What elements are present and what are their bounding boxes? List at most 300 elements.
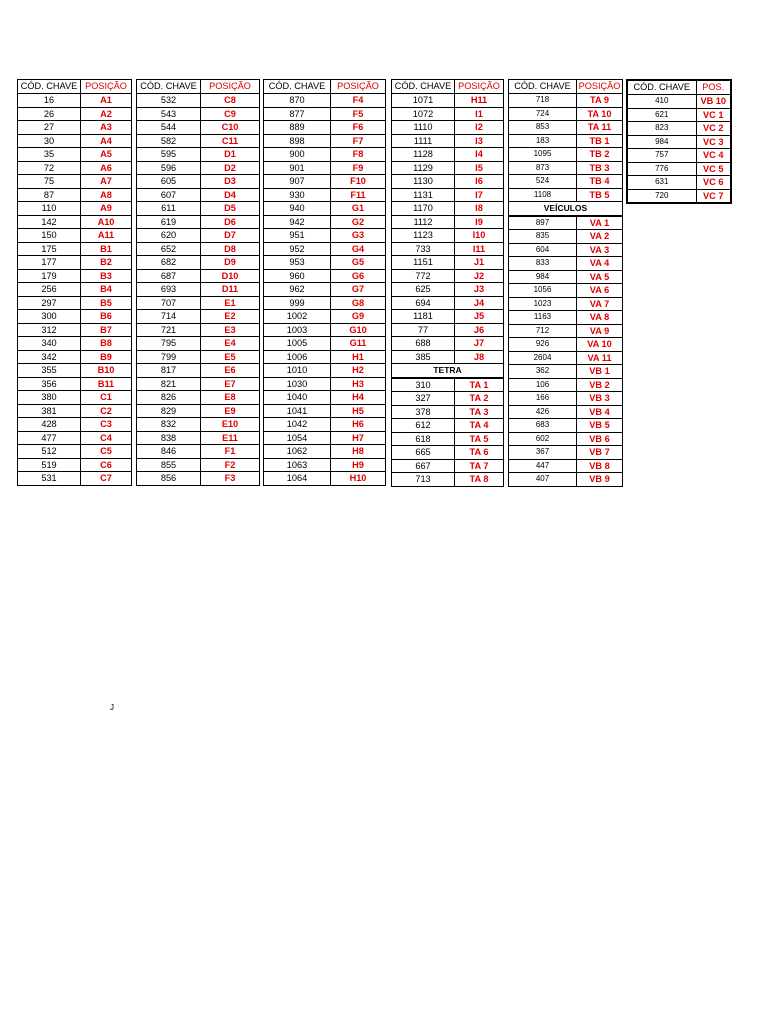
position-cell: G9: [331, 310, 386, 324]
table-row: [137, 296, 260, 310]
section-label-veiculos: VEÍCULOS: [509, 202, 623, 216]
table-row: [509, 270, 623, 284]
position-cell: C11: [201, 134, 260, 148]
position-cell: VA 11: [577, 351, 623, 365]
table-row: [392, 473, 504, 487]
position-cell: B10: [81, 364, 132, 378]
table-row: [392, 310, 504, 324]
position-cell: TA 3: [455, 405, 504, 419]
key-table-5: [508, 79, 623, 487]
position-cell: D4: [201, 188, 260, 202]
position-cell: F10: [331, 175, 386, 189]
table-row: [264, 337, 386, 351]
position-cell: D2: [201, 161, 260, 175]
key-code-cell: 367: [509, 446, 577, 460]
position-cell: I7: [455, 188, 504, 202]
key-code-cell: 106: [509, 378, 577, 392]
table-header-row: [509, 80, 623, 94]
table-row: [264, 256, 386, 270]
table-row: [509, 419, 623, 433]
table-row: [264, 269, 386, 283]
key-code-cell: 1010: [264, 364, 331, 378]
table-row: [137, 391, 260, 405]
table-row: [18, 391, 132, 405]
key-code-cell: 110: [18, 202, 81, 216]
table-row: [18, 431, 132, 445]
position-cell: J6: [455, 323, 504, 337]
key-code-cell: 953: [264, 256, 331, 270]
section-row: [509, 202, 623, 216]
key-code-cell: 26: [18, 107, 81, 121]
key-code-cell: 829: [137, 404, 201, 418]
key-code-cell: 611: [137, 202, 201, 216]
key-code-cell: 1005: [264, 337, 331, 351]
key-code-cell: 35: [18, 148, 81, 162]
table-row: [18, 134, 132, 148]
key-code-cell: 855: [137, 458, 201, 472]
key-code-cell: 1108: [509, 188, 577, 202]
key-code-cell: 853: [509, 121, 577, 135]
position-cell: J4: [455, 296, 504, 310]
table-row: [18, 445, 132, 459]
position-cell: VC 3: [696, 135, 731, 149]
position-cell: H4: [331, 391, 386, 405]
key-code-cell: 75: [18, 175, 81, 189]
table-row: [392, 296, 504, 310]
position-cell: A4: [81, 134, 132, 148]
position-cell: I4: [455, 148, 504, 162]
key-code-cell: 602: [509, 432, 577, 446]
code-header: CÓD. CHAVE: [509, 80, 577, 94]
position-cell: I8: [455, 202, 504, 216]
table-row: [264, 472, 386, 486]
table-row: [137, 364, 260, 378]
position-cell: VA 7: [577, 297, 623, 311]
position-cell: B1: [81, 242, 132, 256]
key-code-cell: 327: [392, 392, 455, 406]
position-cell: B6: [81, 310, 132, 324]
key-code-cell: 907: [264, 175, 331, 189]
key-code-cell: 846: [137, 445, 201, 459]
position-cell: A2: [81, 107, 132, 121]
position-cell: J2: [455, 269, 504, 283]
position-cell: C4: [81, 431, 132, 445]
table-row: [509, 297, 623, 311]
position-cell: G10: [331, 323, 386, 337]
key-code-cell: 1023: [509, 297, 577, 311]
position-cell: TB 1: [577, 134, 623, 148]
key-code-cell: 1042: [264, 418, 331, 432]
position-cell: F8: [331, 148, 386, 162]
key-code-cell: 16: [18, 94, 81, 108]
table-row: [627, 162, 731, 176]
key-code-cell: 693: [137, 283, 201, 297]
key-code-cell: 799: [137, 350, 201, 364]
table-row: [18, 283, 132, 297]
position-cell: H7: [331, 431, 386, 445]
table-row: [509, 405, 623, 419]
table-row: [137, 404, 260, 418]
position-cell: J8: [455, 350, 504, 364]
table-row: [18, 202, 132, 216]
table-row: [264, 134, 386, 148]
key-code-cell: 1003: [264, 323, 331, 337]
position-cell: B9: [81, 350, 132, 364]
key-code-cell: 381: [18, 404, 81, 418]
position-cell: VB 7: [577, 446, 623, 460]
key-code-cell: 714: [137, 310, 201, 324]
position-cell: VC 1: [696, 108, 731, 122]
position-cell: VC 6: [696, 176, 731, 190]
key-code-cell: 960: [264, 269, 331, 283]
key-code-cell: 1072: [392, 107, 455, 121]
stray-mark: J: [110, 703, 114, 712]
key-code-cell: 942: [264, 215, 331, 229]
table-row: [627, 149, 731, 163]
key-code-cell: 713: [392, 473, 455, 487]
position-cell: D6: [201, 215, 260, 229]
table-row: [137, 188, 260, 202]
position-cell: TA 6: [455, 446, 504, 460]
position-cell: VA 8: [577, 311, 623, 325]
key-code-cell: 544: [137, 121, 201, 135]
table-row: [137, 472, 260, 486]
table-row: [18, 377, 132, 391]
table-row: [509, 134, 623, 148]
key-code-cell: 835: [509, 230, 577, 244]
key-code-cell: 826: [137, 391, 201, 405]
key-code-cell: 1095: [509, 148, 577, 162]
key-code-cell: 757: [627, 149, 696, 163]
table-row: [18, 269, 132, 283]
table-row: [392, 202, 504, 216]
table-row: [509, 446, 623, 460]
key-code-cell: 543: [137, 107, 201, 121]
key-code-cell: 532: [137, 94, 201, 108]
position-cell: E8: [201, 391, 260, 405]
table-row: [264, 377, 386, 391]
table-header-row: [392, 80, 504, 94]
position-cell: TA 8: [455, 473, 504, 487]
position-cell: C1: [81, 391, 132, 405]
key-code-cell: 795: [137, 337, 201, 351]
table-row: [392, 337, 504, 351]
key-rows: [627, 95, 731, 204]
position-cell: VA 9: [577, 324, 623, 338]
key-code-cell: 72: [18, 161, 81, 175]
position-cell: D11: [201, 283, 260, 297]
position-cell: E7: [201, 377, 260, 391]
key-code-cell: 667: [392, 459, 455, 473]
position-cell: G5: [331, 256, 386, 270]
position-cell: VA 3: [577, 243, 623, 257]
position-cell: F3: [201, 472, 260, 486]
table-row: [264, 148, 386, 162]
key-code-cell: 926: [509, 338, 577, 352]
table-row: [137, 202, 260, 216]
table-row: [509, 175, 623, 189]
key-code-cell: 962: [264, 283, 331, 297]
table-row: [264, 404, 386, 418]
table-row: [18, 188, 132, 202]
position-cell: G11: [331, 337, 386, 351]
position-cell: G3: [331, 229, 386, 243]
key-code-cell: 426: [509, 405, 577, 419]
position-cell: A9: [81, 202, 132, 216]
key-code-cell: 310: [392, 378, 455, 392]
key-code-cell: 1110: [392, 121, 455, 135]
code-header: CÓD. CHAVE: [392, 80, 455, 94]
position-cell: H2: [331, 364, 386, 378]
key-code-cell: 898: [264, 134, 331, 148]
position-cell: G8: [331, 296, 386, 310]
position-cell: D7: [201, 229, 260, 243]
table-row: [509, 107, 623, 121]
table-row: [18, 161, 132, 175]
position-cell: C5: [81, 445, 132, 459]
position-cell: C8: [201, 94, 260, 108]
key-code-cell: 1163: [509, 311, 577, 325]
section-label-tetra: TETRA: [392, 364, 504, 378]
key-code-cell: 1130: [392, 175, 455, 189]
key-rows-top: [392, 94, 504, 364]
table-row: [392, 242, 504, 256]
key-code-cell: 1062: [264, 445, 331, 459]
key-code-cell: 721: [137, 323, 201, 337]
position-cell: D9: [201, 256, 260, 270]
table-row: [392, 107, 504, 121]
table-row: [509, 230, 623, 244]
table-row: [264, 431, 386, 445]
key-code-cell: 582: [137, 134, 201, 148]
key-code-cell: 1063: [264, 458, 331, 472]
key-code-cell: 447: [509, 459, 577, 473]
table-row: [18, 296, 132, 310]
key-table-4: [391, 79, 504, 487]
table-row: [137, 161, 260, 175]
key-code-cell: 833: [509, 257, 577, 271]
position-cell: J5: [455, 310, 504, 324]
table-row: [18, 229, 132, 243]
table-row: [392, 446, 504, 460]
code-header: CÓD. CHAVE: [18, 80, 81, 94]
table-row: [627, 176, 731, 190]
position-cell: TA 2: [455, 392, 504, 406]
position-cell: VA 1: [577, 216, 623, 230]
key-code-cell: 1064: [264, 472, 331, 486]
key-code-cell: 150: [18, 229, 81, 243]
table-row: [392, 459, 504, 473]
key-code-cell: 1006: [264, 350, 331, 364]
position-cell: H10: [331, 472, 386, 486]
position-cell: TA 1: [455, 378, 504, 392]
key-code-cell: 821: [137, 377, 201, 391]
position-cell: E9: [201, 404, 260, 418]
table-row: [18, 418, 132, 432]
table-row: [392, 94, 504, 108]
key-code-cell: 940: [264, 202, 331, 216]
key-code-cell: 823: [627, 122, 696, 136]
key-code-cell: 619: [137, 215, 201, 229]
table-header-row: [627, 80, 731, 95]
table-row: [137, 377, 260, 391]
table-row: [137, 121, 260, 135]
position-cell: A7: [81, 175, 132, 189]
key-code-cell: 999: [264, 296, 331, 310]
key-code-cell: 951: [264, 229, 331, 243]
position-cell: G1: [331, 202, 386, 216]
key-code-cell: 877: [264, 107, 331, 121]
key-code-cell: 27: [18, 121, 81, 135]
position-cell: F9: [331, 161, 386, 175]
key-code-cell: 77: [392, 323, 455, 337]
position-cell: E4: [201, 337, 260, 351]
key-code-cell: 901: [264, 161, 331, 175]
key-code-cell: 1041: [264, 404, 331, 418]
position-cell: C6: [81, 458, 132, 472]
key-code-cell: 531: [18, 472, 81, 486]
key-code-cell: 683: [509, 419, 577, 433]
table-row: [137, 310, 260, 324]
key-code-cell: 596: [137, 161, 201, 175]
table-row: [137, 134, 260, 148]
table-row: [264, 310, 386, 324]
key-table-3: [263, 79, 386, 486]
position-cell: B5: [81, 296, 132, 310]
table-row: [392, 392, 504, 406]
table-row: [509, 216, 623, 230]
position-cell: E11: [201, 431, 260, 445]
table-row: [264, 161, 386, 175]
key-code-cell: 340: [18, 337, 81, 351]
position-cell: J3: [455, 283, 504, 297]
key-code-cell: 604: [509, 243, 577, 257]
key-code-cell: 362: [509, 365, 577, 379]
key-code-cell: 733: [392, 242, 455, 256]
key-code-cell: 1002: [264, 310, 331, 324]
key-code-cell: 873: [509, 161, 577, 175]
key-code-cell: 2604: [509, 351, 577, 365]
table-row: [509, 161, 623, 175]
key-code-cell: 897: [509, 216, 577, 230]
position-cell: VC 4: [696, 149, 731, 163]
position-cell: VA 2: [577, 230, 623, 244]
table-row: [264, 229, 386, 243]
position-cell: VA 10: [577, 338, 623, 352]
position-cell: H5: [331, 404, 386, 418]
position-cell: A10: [81, 215, 132, 229]
table-row: [392, 378, 504, 392]
key-code-cell: 1040: [264, 391, 331, 405]
key-table-2: [136, 79, 260, 486]
table-row: [392, 161, 504, 175]
table-row: [137, 418, 260, 432]
table-row: [137, 94, 260, 108]
table-row: [18, 458, 132, 472]
key-code-cell: 984: [627, 135, 696, 149]
key-code-cell: 631: [627, 176, 696, 190]
key-code-cell: 1181: [392, 310, 455, 324]
table-row: [509, 257, 623, 271]
key-code-cell: 625: [392, 283, 455, 297]
table-row: [264, 350, 386, 364]
table-row: [392, 256, 504, 270]
key-code-cell: 1054: [264, 431, 331, 445]
table-row: [509, 432, 623, 446]
position-cell: F1: [201, 445, 260, 459]
position-cell: I11: [455, 242, 504, 256]
position-cell: B4: [81, 283, 132, 297]
key-rows-bottom: [392, 378, 504, 487]
table-row: [264, 202, 386, 216]
position-cell: TA 11: [577, 121, 623, 135]
key-code-cell: 952: [264, 242, 331, 256]
key-code-cell: 30: [18, 134, 81, 148]
position-cell: VB 9: [577, 473, 623, 487]
key-code-cell: 410: [627, 95, 696, 109]
key-code-cell: 1129: [392, 161, 455, 175]
position-cell: VA 6: [577, 284, 623, 298]
key-code-cell: 428: [18, 418, 81, 432]
position-cell: C7: [81, 472, 132, 486]
position-cell: I5: [455, 161, 504, 175]
table-row: [137, 350, 260, 364]
table-row: [18, 350, 132, 364]
table-row: [18, 242, 132, 256]
position-cell: A3: [81, 121, 132, 135]
position-cell: D5: [201, 202, 260, 216]
table-row: [264, 391, 386, 405]
table-row: [264, 364, 386, 378]
table-row: [137, 256, 260, 270]
table-row: [264, 94, 386, 108]
table-row: [627, 189, 731, 203]
key-code-cell: 595: [137, 148, 201, 162]
position-cell: J7: [455, 337, 504, 351]
key-code-cell: 87: [18, 188, 81, 202]
position-header: POSIÇÃO: [331, 80, 386, 94]
position-cell: F6: [331, 121, 386, 135]
position-header: POSIÇÃO: [81, 80, 132, 94]
table-row: [137, 445, 260, 459]
key-code-cell: 687: [137, 269, 201, 283]
key-code-cell: 720: [627, 189, 696, 203]
position-cell: VB 3: [577, 392, 623, 406]
table-row: [18, 310, 132, 324]
key-code-cell: 832: [137, 418, 201, 432]
key-code-cell: 177: [18, 256, 81, 270]
position-cell: VB 6: [577, 432, 623, 446]
key-code-cell: 312: [18, 323, 81, 337]
table-row: [137, 107, 260, 121]
position-cell: G7: [331, 283, 386, 297]
key-code-cell: 342: [18, 350, 81, 364]
position-cell: H9: [331, 458, 386, 472]
position-cell: F5: [331, 107, 386, 121]
table-row: [509, 392, 623, 406]
position-cell: D3: [201, 175, 260, 189]
key-code-cell: 142: [18, 215, 81, 229]
table-row: [509, 378, 623, 392]
table-row: [264, 458, 386, 472]
key-code-cell: 519: [18, 458, 81, 472]
table-row: [137, 283, 260, 297]
position-cell: A6: [81, 161, 132, 175]
key-code-cell: 378: [392, 405, 455, 419]
table-row: [264, 215, 386, 229]
key-code-cell: 665: [392, 446, 455, 460]
table-row: [18, 364, 132, 378]
